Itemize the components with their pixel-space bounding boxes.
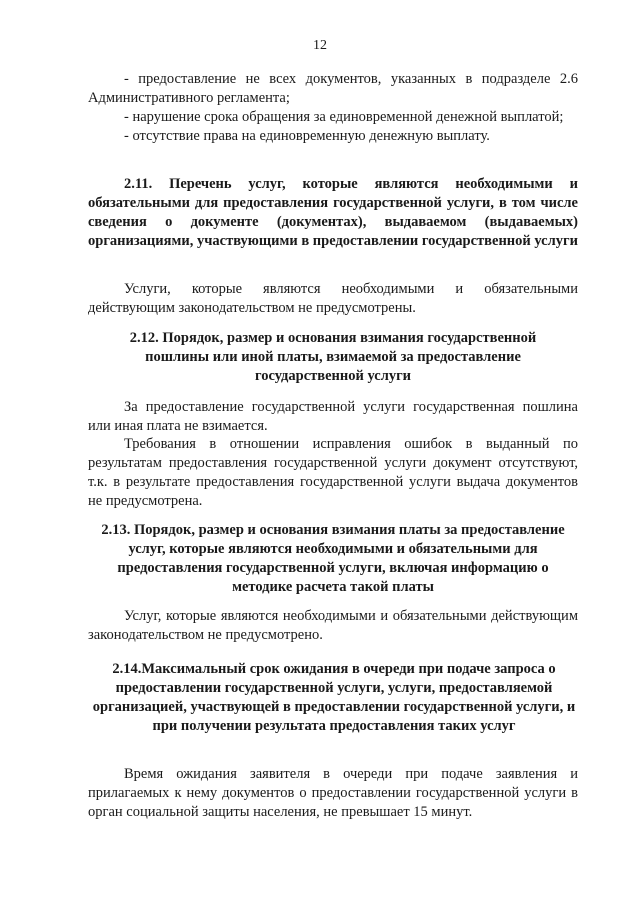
list-item: - предоставление не всех документов, указанных в подразделе 2.6 Административного регламента; — [88, 71, 578, 106]
section-2-11-body: Услуги, которые являются необходимыми и обязательными действующим законодательством не предусмотрены. — [88, 281, 578, 316]
section-2-12-heading: 2.12. Порядок, размер и основания взимания государственной пошлины или иной платы, взимаемой за предоставление государственной услуги — [129, 330, 537, 384]
page-number: 12 — [313, 38, 327, 53]
section-2-12-body-2: Требования в отношении исправления ошибок в выданный по результатам предоставления государственной услуги документ отсутствуют, т.к. в результате предоставления государственной услуги выдача документов не предусмотрена. — [88, 436, 578, 509]
section-2-14-heading: 2.14.Максимальный срок ожидания в очереди при подаче запроса о предоставлении государственной услуги, услуги, предоставляемой организацией, участвующей в предоставлении государственной услуги, и при получении результата предоставления таких услуг — [92, 661, 576, 734]
list-item: - нарушение срока обращения за единовременной денежной выплатой; — [124, 109, 564, 125]
section-2-14-body: Время ожидания заявителя в очереди при подаче заявления и прилагаемых к нему документов о предоставлении государственной услуги в орган социальной защиты населения, не превышает 15 минут. — [88, 766, 578, 820]
section-2-12-body-1: За предоставление государственной услуги государственная пошлина или иная плата не взимается. — [88, 399, 578, 434]
intro-list — [88, 70, 578, 146]
section-2-13-heading: 2.13. Порядок, размер и основания взимания платы за предоставление услуг, которые являются необходимыми и обязательными для предоставления государственной услуги, включая информацию о методике расчета такой платы — [101, 522, 565, 595]
list-item: - отсутствие права на единовременную денежную выплату. — [124, 128, 490, 144]
section-2-13-body: Услуг, которые являются необходимыми и обязательными действующим законодательством не предусмотрено. — [88, 608, 578, 643]
section-2-11-heading: 2.11. Перечень услуг, которые являются необходимыми и обязательными для предоставления государственной услуги, в том числе сведения о документе (документах), выдаваемом (выдаваемых) организациями, участвующими в предоставлении государственной услуги — [88, 176, 578, 249]
